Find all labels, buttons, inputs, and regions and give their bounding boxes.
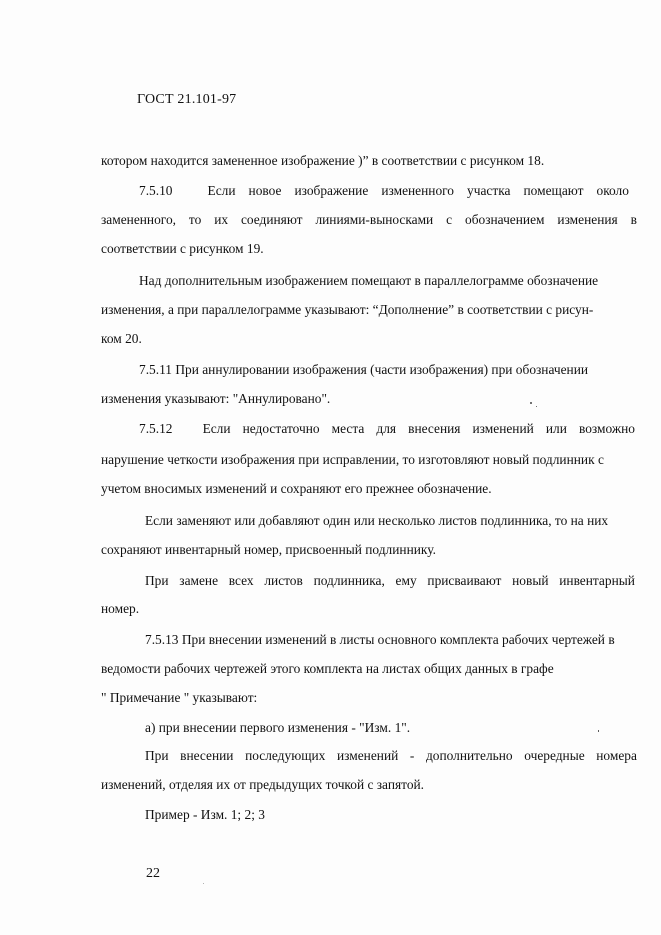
word: инвентарный [559, 573, 635, 588]
word: линиями-выносками [315, 212, 434, 227]
word: внесения [408, 421, 461, 436]
paragraph-7-5-13: 7.5.13 При внесении изменений в листы основного комплекта рабочих чертежей в [145, 632, 615, 647]
word: для [376, 421, 397, 436]
word: всех [228, 573, 254, 588]
text-line: Над дополнительным изображением помещают в параллелограмме обозначение [139, 273, 599, 288]
page-number: 22 [146, 866, 160, 881]
text-line: " Примечание " указывают: [101, 690, 258, 705]
text-line: котором находится замененное изображение )” в соответствии с рисунком 18. [101, 153, 545, 168]
scan-speck [530, 402, 532, 404]
word: последующих [245, 748, 326, 763]
word: Если [202, 421, 231, 436]
scan-speck [598, 730, 599, 732]
text-line: изменений, отделяя их от предыдущих точкой с запятой. [101, 777, 425, 792]
justified-text-line [145, 748, 637, 764]
word: новое [248, 183, 282, 198]
example-line: Пример - Изм. 1; 2; 3 [145, 807, 265, 822]
text-line: ком 20. [101, 331, 142, 346]
text-line: ведомости рабочих чертежей этого комплекта на листах общих данных в графе [101, 661, 554, 676]
word: то [188, 212, 202, 227]
clause-number: 7.5.12 [139, 421, 173, 436]
word: около [596, 183, 629, 198]
word: присваивают [427, 573, 502, 588]
text-line: изменения указывают: "Аннулировано". [101, 391, 331, 406]
word: новый [512, 573, 549, 588]
word: замене [179, 573, 219, 588]
word: измененного [381, 183, 455, 198]
word: номера [596, 748, 637, 763]
paragraph-7-5-11: 7.5.11 При аннулировании изображения (части изображения) при обозначении [139, 362, 589, 377]
word: изменения [557, 212, 618, 227]
justified-text-line [145, 573, 635, 589]
word: подлинника, [313, 573, 385, 588]
word: внесении [180, 748, 234, 763]
word: помещают [523, 183, 584, 198]
paragraph-7-5-10-first-line [139, 183, 629, 199]
word: места [331, 421, 365, 436]
word: листов [264, 573, 303, 588]
scan-speck [536, 406, 537, 407]
word: участка [467, 183, 511, 198]
word: или [545, 421, 567, 436]
word: - [409, 748, 415, 763]
text-line: сохраняют инвентарный номер, присвоенный подлиннику. [101, 542, 436, 557]
text-line: нарушение четкости изображения при исправлении, то изготовляют новый подлинник с [101, 452, 604, 467]
word: возможно [578, 421, 635, 436]
word: их [214, 212, 229, 227]
word: При [145, 748, 169, 763]
word: изображение [294, 183, 369, 198]
word: соединяют [240, 212, 303, 227]
text-line: учетом вносимых изменений и сохраняют его прежнее обозначение. [101, 481, 492, 496]
text-line: Если заменяют или добавляют один или несколько листов подлинника, то на них [145, 513, 609, 528]
word: дополнительно [425, 748, 513, 763]
text-line: номер. [101, 601, 140, 616]
text-line: соответствии с рисунком 19. [101, 241, 264, 256]
list-item-a: а) при внесении первого изменения - "Изм. 1". [145, 720, 411, 735]
document-header: ГОСТ 21.101-97 [137, 92, 237, 107]
word: замененного, [101, 212, 176, 227]
word: очередные [524, 748, 585, 763]
scan-speck [203, 883, 204, 884]
word: ему [395, 573, 417, 588]
word: изменений [336, 748, 399, 763]
clause-number: 7.5.10 [139, 183, 173, 198]
word: При [145, 573, 169, 588]
word: Если [207, 183, 236, 198]
word: обозначением [465, 212, 545, 227]
word: недостаточно [242, 421, 320, 436]
text-line: изменения, а при параллелограмме указывают: “Дополнение” в соответствии с рисун- [101, 302, 594, 317]
paragraph-7-5-12-first-line [139, 421, 635, 437]
word: изменений [472, 421, 534, 436]
word: в [630, 212, 637, 227]
justified-text-line [101, 212, 637, 228]
word: с [446, 212, 453, 227]
